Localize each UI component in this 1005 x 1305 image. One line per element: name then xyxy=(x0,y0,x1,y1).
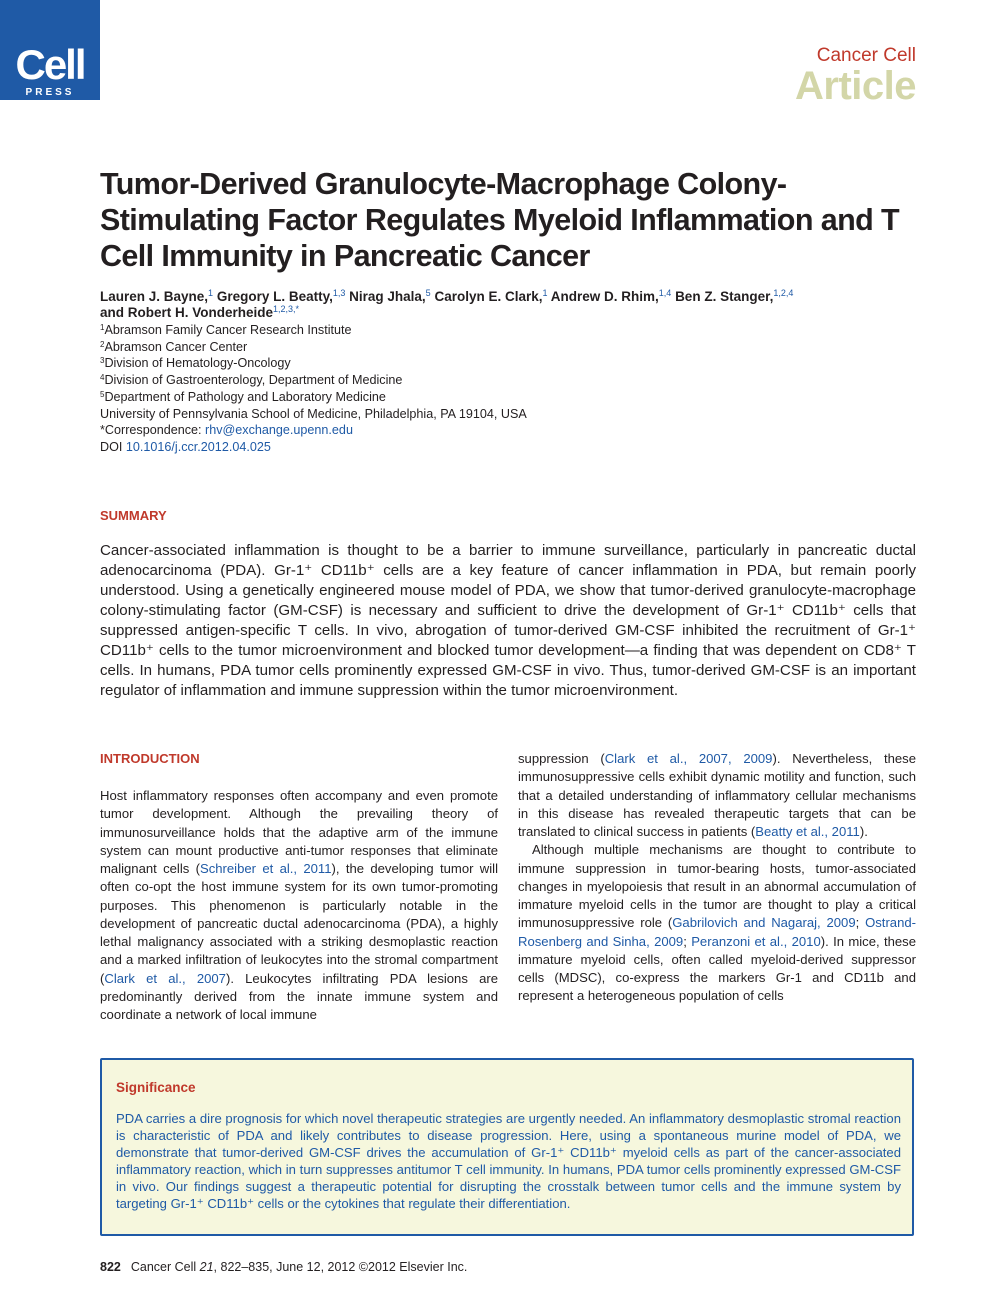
citation-link[interactable]: Schreiber et al., 2011 xyxy=(199,861,332,876)
author: Andrew D. Rhim,$^{1,4}$ xyxy=(550,288,672,304)
affiliation-list xyxy=(100,322,900,456)
university: University of Pennsylvania School of Medicine, Philadelphia, PA 19104, USA xyxy=(100,406,527,421)
citation-link[interactable]: Gabrilovich and Nagaraj, 2009 xyxy=(672,915,856,931)
affiliation: $^5$Department of Pathology and Laboratory Medicine xyxy=(100,389,386,404)
author: Gregory L. Beatty,$^{1,3}$ xyxy=(216,288,346,304)
author: and Robert H. Vonderheide$^{1,2,3,*}$ xyxy=(100,304,300,320)
summary-heading: SUMMARY xyxy=(100,508,167,523)
citation-link[interactable]: Ostrand-Rosenberg and Sinha, 2009 xyxy=(518,915,917,949)
citation-link[interactable]: Clark et al., 2007, 2009 xyxy=(604,751,773,766)
volume: 21 xyxy=(199,1260,214,1274)
significance-text: PDA carries a dire prognosis for which novel therapeutic strategies are urgently needed. An inflammatory desmoplastic stromal reaction is characteristic of PDA and likely contributes to disease progression. Here, using a spontaneous murine model of PDA, we demonstrate that tumor-derived GM-CSF drives the accumulation of Gr-1⁺ CD11b⁺ myeloid cells as part of the cancer-associated inflammatory reaction, which in turn suppresses antitumor T cell immunity. In humans, PDA tumor cells prominently expressed GM-CSF in vivo. Our findings suggest a therapeutic potential for disrupting the crosstalk between tumor cells and the immune system by targeting Gr-1⁺ CD11b⁺ cells or the cytokines that regulate their differentiation. xyxy=(116,1111,901,1211)
page-footer: 822 Cancer Cell 21, 822–835, June 12, 2012 ©2012 Elsevier Inc. xyxy=(100,1260,468,1274)
author-list xyxy=(100,289,900,321)
intro-paragraph: Host inflammatory responses often accompany and even promote tumor development. Although the prevailing theory of immunosurveillance holds that the adaptive arm of the immune system can mount productive anti-tumor responses that eliminate malignant cells (Schreiber et al., 2011), the developing tumor will often co-opt the host immune system for its own tumor-promoting purposes. This phenomenon is particularly notable in the development of pancreatic ductal adenocarcinoma (PDA), a highly lethal malignancy associated with a striking desmoplastic reaction and a marked infiltration of leukocytes into the stromal compartment (Clark et al., 2007). Leukocytes infiltrating PDA lesions are predominantly derived from the innate immune system and coordinate a network of local immune xyxy=(100,788,498,1022)
intro-right-column xyxy=(518,750,916,1006)
citation-link[interactable]: Peranzoni et al., 2010 xyxy=(691,933,821,949)
significance-box xyxy=(100,1058,914,1236)
doi: DOI 10.1016/j.ccr.2012.04.025 xyxy=(100,439,271,454)
intro-paragraph: Although multiple mechanisms are thought to contribute to immune suppression in tumor-bearing hosts, tumor-associated changes in myelopoiesis that result in an abnormal accumulation of immature myeloid cells in the tumor are thought to play a critical immunosuppressive role (Gabrilovich and Nagaraj, 2009; Ostrand-Rosenberg and Sinha, 2009; Peranzoni et al., 2010). In mice, these immature myeloid cells, often called myeloid-derived suppressor cells (MDSC), co-express the markers Gr-1 and CD11b and represent a heterogeneous population of cells xyxy=(518,842,917,1004)
journal-name: Cancer Cell xyxy=(816,45,916,66)
author: Lauren J. Bayne,$^1$ xyxy=(100,288,214,304)
correspondence-email-link[interactable]: rhv@exchange.upenn.edu xyxy=(205,423,353,438)
cell-press-logo xyxy=(0,0,100,100)
affiliation: $^3$Division of Hematology-Oncology xyxy=(100,356,291,371)
citation-link[interactable]: Clark et al., 2007 xyxy=(104,970,226,986)
citation-link[interactable]: Beatty et al., 2011 xyxy=(755,824,860,839)
affiliation: $^1$Abramson Family Cancer Research Institute xyxy=(100,323,352,337)
significance-heading: Significance xyxy=(116,1080,196,1095)
author: Nirag Jhala,$^5$ xyxy=(349,288,431,304)
summary-text: Cancer-associated inflammation is thought to be a barrier to immune surveillance, particularly in pancreatic ductal adenocarcinoma (PDA). Gr-1⁺ CD11b⁺ cells are a key feature of cancer inflammation in PDA, but remain poorly understood. Using a genetically engineered mouse model of PDA, we show that tumor-derived granulocyte-macrophage colony-stimulating factor (GM-CSF) is necessary and sufficient to drive the development of Gr-1⁺ CD11b⁺ cells that suppressed antigen-specific T cells. In vivo, abrogation of tumor-derived GM-CSF inhibited the recruitment of Gr-1⁺ CD11b⁺ cells to the tumor microenvironment and blocked tumor development—a finding that was dependent on CD8⁺ T cells. In humans, PDA tumor cells prominently expressed GM-CSF in vivo. Thus, tumor-derived GM-CSF is an important regulator of inflammation and immune suppression within the tumor microenvironment. xyxy=(100,542,916,699)
affiliation: $^4$Division of Gastroenterology, Department of Medicine xyxy=(100,373,403,388)
article-type: Article xyxy=(795,64,916,108)
page-number: 822 xyxy=(100,1260,121,1274)
affiliation: $^2$Abramson Cancer Center xyxy=(100,339,248,354)
intro-left-column xyxy=(100,787,498,1024)
article-title: Tumor-Derived Granulocyte-Macrophage Colony-Stimulating Factor Regulates Myeloid Inflammation and T Cell Immunity in Pancreatic Cancer xyxy=(100,167,900,273)
author: Ben Z. Stanger,$^{1,2,4}$ xyxy=(675,288,794,304)
intro-paragraph: suppression (Clark et al., 2007, 2009). Nevertheless, these immunosuppressive cells exhibit dynamic motility and function, such that a detailed understanding of inflammatory cellular mechanisms in this disease has revealed therapeutic targets that can be translated to clinical success in patients (Beatty et al., 2011). xyxy=(518,751,917,839)
doi-link[interactable]: 10.1016/j.ccr.2012.04.025 xyxy=(125,439,271,454)
logo-sub-text: PRESS xyxy=(25,87,75,98)
introduction-heading: INTRODUCTION xyxy=(100,751,200,766)
logo-main-text: Cell xyxy=(15,41,85,88)
author: Carolyn E. Clark,$^1$ xyxy=(434,288,548,304)
correspondence: *Correspondence: rhv@exchange.upenn.edu xyxy=(100,423,353,438)
